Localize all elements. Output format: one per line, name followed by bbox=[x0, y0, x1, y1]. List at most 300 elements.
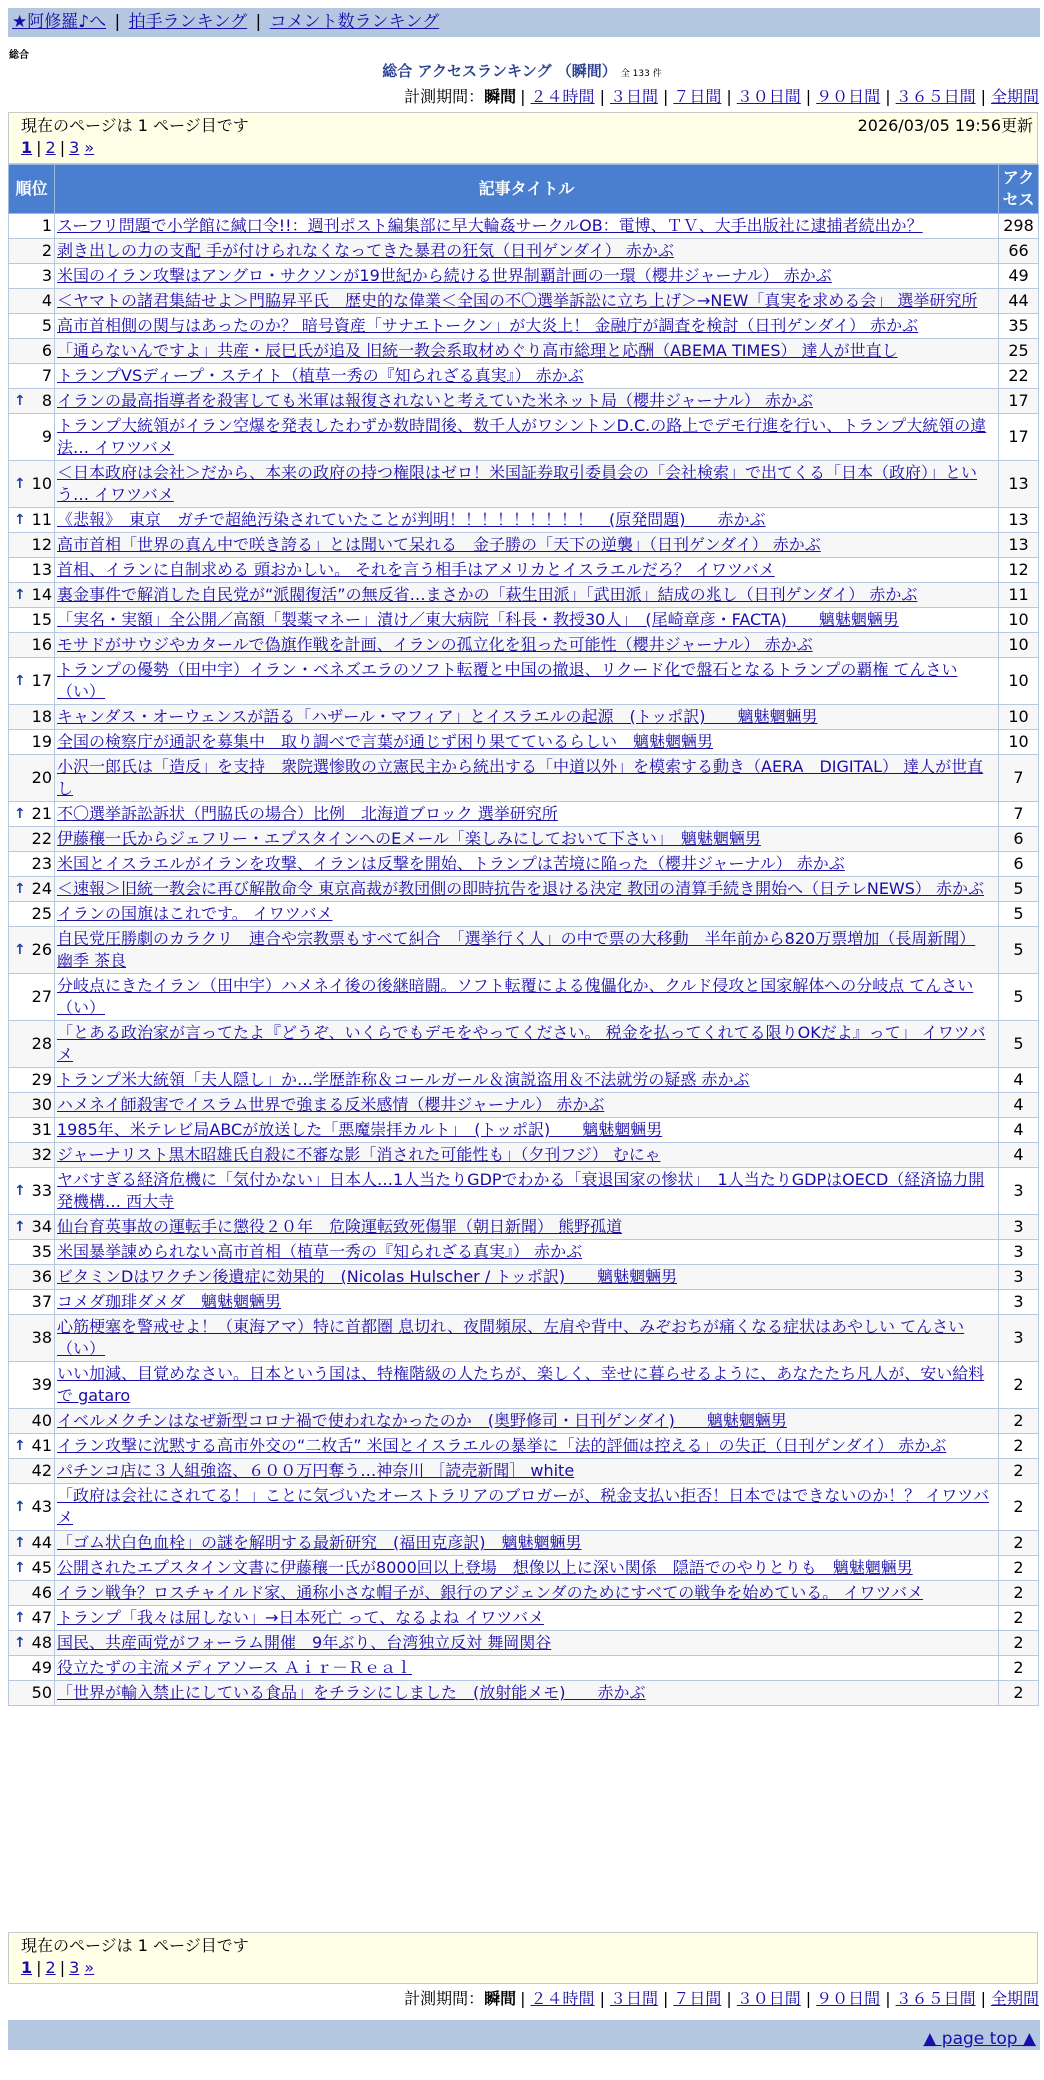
page-info-bottom bbox=[8, 1932, 1038, 1984]
table-row bbox=[9, 633, 1039, 658]
rank-number: 27 bbox=[31, 987, 52, 1006]
article-title-link[interactable]: 「通らないんですよ」共産・辰巳氏が追及 旧統一教会系取材めぐり高市総理と応酬（ABEMA TIMES） 達人が世直し bbox=[57, 341, 898, 360]
access-count: 10 bbox=[999, 658, 1039, 705]
rank-number: 31 bbox=[31, 1120, 52, 1139]
table-row bbox=[9, 1484, 1039, 1531]
article-title-link[interactable]: パチンコ店に３人組強盗、６００万円奪う…神奈川 ［読売新聞］ white bbox=[57, 1461, 575, 1480]
rank-cell bbox=[9, 1581, 55, 1606]
period-selector-bottom bbox=[10, 1988, 1040, 2010]
access-count: 2 bbox=[999, 1409, 1039, 1434]
rank-number: 26 bbox=[31, 940, 52, 959]
table-row bbox=[9, 461, 1039, 508]
rank-number: 18 bbox=[31, 707, 52, 726]
period-separator: | bbox=[805, 87, 812, 106]
title-cell bbox=[55, 1531, 999, 1556]
title-cell bbox=[55, 389, 999, 414]
period-link-1[interactable]: ３日間 bbox=[609, 1989, 658, 2008]
rank-cell bbox=[9, 1093, 55, 1118]
up-arrow-icon: ↑ bbox=[14, 806, 26, 822]
rank-cell bbox=[9, 1215, 55, 1240]
table-row bbox=[9, 364, 1039, 389]
period-separator: | bbox=[599, 1989, 605, 2008]
rank-number: 11 bbox=[31, 510, 52, 529]
rank-number: 42 bbox=[31, 1461, 52, 1480]
rank-number: 23 bbox=[31, 854, 52, 873]
article-title-link[interactable]: イラン攻撃に沈黙する高市外交の“二枚舌” 米国とイスラエルの暴挙に「法的評価は控える」の失正（日刊ゲンダイ） 赤かぶ bbox=[57, 1436, 947, 1455]
clap-ranking-link[interactable]: 拍手ランキング bbox=[128, 12, 248, 32]
article-title-link[interactable]: イラン戦争？ロスチャイルド家、通称小さな帽子が、銀行のアジェンダのためにすべての戦争を始めている。 イワツバメ bbox=[57, 1583, 924, 1602]
article-title-link[interactable]: トランプ「我々は屈しない」→日本死亡 って、なるよね イワツバメ bbox=[57, 1608, 544, 1627]
article-title-link[interactable]: 高市首相側の関与はあったのか？ 暗号資産「サナエトークン」が大炎上！ 金融庁が調査を検討（日刊ゲンダイ） 赤かぶ bbox=[57, 316, 919, 335]
access-count: 6 bbox=[999, 827, 1039, 852]
rank-cell bbox=[9, 364, 55, 389]
period-separator: | bbox=[805, 1989, 812, 2008]
rank-number: 30 bbox=[31, 1095, 52, 1114]
rank-number: 28 bbox=[31, 1034, 52, 1053]
table-row bbox=[9, 1409, 1039, 1434]
rank-number: 4 bbox=[41, 291, 52, 310]
title-cell bbox=[55, 264, 999, 289]
rank-cell bbox=[9, 461, 55, 508]
article-title-link[interactable]: キャンダス・オーウェンスが語る「ハザール・マフィア」とイスラエルの起源 (トッポ訳) 魑魅魍魎男 bbox=[57, 707, 818, 726]
comment-ranking-link[interactable]: コメント数ランキング bbox=[269, 12, 440, 32]
title-cell bbox=[55, 1484, 999, 1531]
ranking-table-body bbox=[9, 214, 1039, 1706]
title-cell bbox=[55, 1681, 999, 1706]
page-link-3[interactable]: 3 bbox=[69, 138, 80, 157]
rank-number: 44 bbox=[31, 1533, 52, 1552]
rank-cell bbox=[9, 730, 55, 755]
access-count: 10 bbox=[999, 633, 1039, 658]
article-title-link[interactable]: 「世界が輸入禁止にしている食品」をチラシにしました (放射能メモ) 赤かぶ bbox=[57, 1683, 646, 1702]
rank-number: 38 bbox=[31, 1328, 52, 1347]
access-count: 7 bbox=[999, 802, 1039, 827]
up-arrow-icon: ↑ bbox=[14, 587, 26, 603]
article-title-link[interactable]: 剥き出しの力の支配 手が付けられなくなってきた暴君の狂気（日刊ゲンダイ） 赤かぶ bbox=[57, 241, 674, 260]
rank-cell bbox=[9, 1143, 55, 1168]
title-cell bbox=[55, 877, 999, 902]
article-title-link[interactable]: 首相、イランに自制求める 頭おかしい。 それを言う相手はアメリカとイスラエルだろ？ イワツバメ bbox=[57, 560, 775, 579]
article-title-link[interactable]: 役立たずの主流メディアソース Ａｉｒ－Ｒｅａｌ bbox=[57, 1658, 413, 1677]
article-title-link[interactable]: イベルメクチンはなぜ新型コロナ禍で使われなかったのか (奥野修司・日刊ゲンダイ) 魑魅魍魎男 bbox=[57, 1411, 787, 1430]
access-count: 13 bbox=[999, 508, 1039, 533]
pagination-separator: | bbox=[59, 1958, 66, 1977]
table-row bbox=[9, 1021, 1039, 1068]
updated-timestamp: 2026/03/05 19:56更新 bbox=[857, 116, 1033, 135]
rank-cell bbox=[9, 1265, 55, 1290]
rank-cell bbox=[9, 608, 55, 633]
header-title: 記事タイトル bbox=[55, 165, 999, 214]
access-count: 6 bbox=[999, 852, 1039, 877]
up-arrow-icon: ↑ bbox=[14, 942, 26, 958]
period-link-0[interactable]: ２４時間 bbox=[530, 87, 595, 106]
article-title-link[interactable]: いい加減、目覚めなさい。日本という国は、特権階級の人たちが、楽しく、幸せに暮らせるように、あなたたち凡人が、安い給料で gataro bbox=[57, 1364, 985, 1405]
rank-number: 25 bbox=[31, 904, 52, 923]
rank-cell bbox=[9, 1168, 55, 1215]
article-title-link[interactable]: 「ゴム状白色血栓」の謎を解明する最新研究 (福田克彦訳) 魑魅魍魎男 bbox=[57, 1533, 582, 1552]
nav-separator: | bbox=[114, 12, 121, 32]
access-count: 2 bbox=[999, 1606, 1039, 1631]
page-link-3[interactable]: 3 bbox=[69, 1958, 80, 1977]
rank-number: 15 bbox=[31, 610, 52, 629]
rank-number: 10 bbox=[31, 474, 52, 493]
rank-cell bbox=[9, 1240, 55, 1265]
rank-number: 46 bbox=[31, 1583, 52, 1602]
access-count: 13 bbox=[999, 533, 1039, 558]
title-cell bbox=[55, 214, 999, 239]
access-count: 2 bbox=[999, 1434, 1039, 1459]
rank-cell bbox=[9, 633, 55, 658]
rank-cell bbox=[9, 264, 55, 289]
title-cell bbox=[55, 1581, 999, 1606]
article-title-link[interactable]: 小沢一郎氏は「造反」を支持 衆院選惨敗の立憲民主から統出する「中道以外」を模索する動き（AERA DIGITAL） 達人が世直し bbox=[57, 757, 984, 798]
access-count: 35 bbox=[999, 314, 1039, 339]
table-row bbox=[9, 1290, 1039, 1315]
title-cell bbox=[55, 289, 999, 314]
article-title-link[interactable]: ＜ヤマトの諸君集結せよ＞門脇昇平氏 歴史的な偉業＜全国の不〇選挙訴訟に立ち上げ＞→NEW「真実を求める会」 選挙研究所 bbox=[57, 291, 978, 310]
table-row bbox=[9, 414, 1039, 461]
pagination bbox=[21, 137, 1025, 159]
period-link-4[interactable]: ９０日間 bbox=[816, 1989, 881, 2008]
access-count: 2 bbox=[999, 1556, 1039, 1581]
up-arrow-icon: ↑ bbox=[14, 673, 26, 689]
period-link-2[interactable]: ７日間 bbox=[673, 1989, 722, 2008]
rank-number: 2 bbox=[41, 241, 52, 260]
period-link-3[interactable]: ３０日間 bbox=[736, 1989, 801, 2008]
article-title-link[interactable]: イランの国旗はこれです。 イワツバメ bbox=[57, 904, 333, 923]
rank-number: 45 bbox=[31, 1558, 52, 1577]
article-title-link[interactable]: ビタミンDはワクチン後遺症に効果的 (Nicolas Hulscher / トッポ訳) 魑魅魍魎男 bbox=[57, 1267, 678, 1286]
rank-number: 34 bbox=[31, 1217, 52, 1236]
table-row bbox=[9, 1362, 1039, 1409]
table-row bbox=[9, 1215, 1039, 1240]
title-cell bbox=[55, 755, 999, 802]
period-link-6[interactable]: 全期間 bbox=[990, 87, 1039, 106]
article-title-link[interactable]: ジャーナリスト黒木昭雄氏自殺に不審な影「消された可能性も」（夕刊フジ） むにゃ bbox=[57, 1145, 661, 1164]
rank-number: 14 bbox=[31, 585, 52, 604]
article-title-link[interactable]: トランプ米大統領「夫人隠し」か…学歴詐称＆コールガール＆演説盗用＆不法就労の疑惑 赤かぶ bbox=[57, 1070, 750, 1089]
article-title-link[interactable]: ハメネイ師殺害でイスラム世界で強まる反米感情（櫻井ジャーナル） 赤かぶ bbox=[57, 1095, 605, 1114]
title-cell bbox=[55, 974, 999, 1021]
rank-cell bbox=[9, 239, 55, 264]
rank-cell bbox=[9, 802, 55, 827]
rank-cell bbox=[9, 1409, 55, 1434]
rank-cell bbox=[9, 852, 55, 877]
access-count: 10 bbox=[999, 608, 1039, 633]
next-page-link[interactable]: » bbox=[84, 1958, 95, 1977]
period-link-2[interactable]: ７日間 bbox=[673, 87, 722, 106]
title-cell bbox=[55, 730, 999, 755]
pagination-separator: | bbox=[36, 138, 42, 157]
rank-cell bbox=[9, 1606, 55, 1631]
title-cell bbox=[55, 508, 999, 533]
article-title-link[interactable]: イランの最高指導者を殺害しても米軍は報復されないと考えていた米ネット局（櫻井ジャーナル） 赤かぶ bbox=[57, 391, 813, 410]
rank-number: 21 bbox=[31, 804, 52, 823]
rank-cell bbox=[9, 755, 55, 802]
access-count: 44 bbox=[999, 289, 1039, 314]
rank-number: 9 bbox=[41, 427, 52, 446]
access-count: 2 bbox=[999, 1459, 1039, 1484]
access-count: 22 bbox=[999, 364, 1039, 389]
title-cell bbox=[55, 1093, 999, 1118]
access-count: 5 bbox=[999, 1021, 1039, 1068]
title-cell bbox=[55, 608, 999, 633]
article-title-link[interactable]: 全国の検察庁が通訳を募集中 取り調べで言葉が通じず困り果てているらしい 魑魅魍魎男 bbox=[57, 732, 714, 751]
period-link-6[interactable]: 全期間 bbox=[990, 1989, 1039, 2008]
title-cell bbox=[55, 1021, 999, 1068]
up-arrow-icon: ↑ bbox=[14, 1535, 26, 1551]
up-arrow-icon: ↑ bbox=[14, 1635, 26, 1651]
table-row bbox=[9, 1093, 1039, 1118]
article-title-link[interactable]: 公開されたエプスタイン文書に伊藤穰一氏が8000回以上登場 想像以上に深い関係 隠語でのやりとりも 魑魅魍魎男 bbox=[57, 1558, 913, 1577]
up-arrow-icon: ↑ bbox=[14, 1438, 26, 1454]
up-arrow-icon: ↑ bbox=[14, 512, 26, 528]
title-cell bbox=[55, 1434, 999, 1459]
title-cell bbox=[55, 558, 999, 583]
rank-cell bbox=[9, 558, 55, 583]
rank-number: 35 bbox=[31, 1242, 52, 1261]
table-row bbox=[9, 802, 1039, 827]
period-link-4[interactable]: ９０日間 bbox=[816, 87, 881, 106]
access-count: 2 bbox=[999, 1681, 1039, 1706]
rank-cell bbox=[9, 1021, 55, 1068]
access-count: 13 bbox=[999, 461, 1039, 508]
period-separator: | bbox=[726, 87, 732, 106]
table-row bbox=[9, 974, 1039, 1021]
rank-cell bbox=[9, 974, 55, 1021]
access-count: 2 bbox=[999, 1656, 1039, 1681]
table-row bbox=[9, 658, 1039, 705]
access-count: 4 bbox=[999, 1093, 1039, 1118]
rank-number: 8 bbox=[41, 391, 52, 410]
title-cell bbox=[55, 1265, 999, 1290]
table-row bbox=[9, 1556, 1039, 1581]
period-separator: | bbox=[885, 1989, 891, 2008]
title-cell bbox=[55, 658, 999, 705]
article-title-link[interactable]: トランプVSディープ・ステイト（植草一秀の『知られざる真実』） 赤かぶ bbox=[57, 366, 584, 385]
rank-cell bbox=[9, 658, 55, 705]
period-separator: | bbox=[662, 87, 669, 106]
rank-cell bbox=[9, 1631, 55, 1656]
access-count: 5 bbox=[999, 902, 1039, 927]
access-count: 4 bbox=[999, 1143, 1039, 1168]
next-page-link[interactable]: » bbox=[84, 138, 95, 157]
header-access: アクセス bbox=[999, 165, 1039, 214]
article-title-link[interactable]: トランプの優勢（田中宇）イラン・ベネズエラのソフト転覆と中国の撤退、リクード化で盤石となるトランプの覇権 てんさい（い） bbox=[57, 660, 958, 701]
period-selector-top bbox=[10, 86, 1040, 108]
rank-cell bbox=[9, 1434, 55, 1459]
period-label: 計測期間： bbox=[404, 87, 485, 106]
article-title-link[interactable]: トランプ大統領がイラン空爆を発表したわずか数時間後、数千人がワシントンD.C.の路上でデモ行進を行い、トランプ大統領の違法… イワツバメ bbox=[57, 416, 987, 457]
title-cell bbox=[55, 1409, 999, 1434]
table-row bbox=[9, 1434, 1039, 1459]
pagination-separator: | bbox=[59, 138, 66, 157]
period-link-5[interactable]: ３６５日間 bbox=[895, 87, 976, 106]
rank-number: 3 bbox=[41, 266, 52, 285]
title-cell bbox=[55, 1459, 999, 1484]
up-arrow-icon: ↑ bbox=[14, 393, 26, 409]
table-row bbox=[9, 1068, 1039, 1093]
period-separator: | bbox=[520, 87, 526, 106]
article-title-link[interactable]: 「政府は会社にされてる！」ことに気づいたオーストラリアのブロガーが、税金支払い拒否！日本ではできないのか！？ イワツバメ bbox=[57, 1486, 989, 1527]
title-cell bbox=[55, 1215, 999, 1240]
title-cell bbox=[55, 852, 999, 877]
article-title-link[interactable]: ＜速報＞旧統一教会に再び解散命令 東京高裁が教団側の即時抗告を退ける決定 教団の清算手続き開始へ（日テレNEWS） 赤かぶ bbox=[57, 879, 984, 898]
access-count: 4 bbox=[999, 1068, 1039, 1093]
period-link-5[interactable]: ３６５日間 bbox=[895, 1989, 976, 2008]
page-info-top bbox=[8, 112, 1038, 164]
rank-cell bbox=[9, 1656, 55, 1681]
period-separator: | bbox=[662, 1989, 669, 2008]
period-link-0[interactable]: ２４時間 bbox=[530, 1989, 595, 2008]
rank-number: 41 bbox=[31, 1436, 52, 1455]
rank-cell bbox=[9, 1290, 55, 1315]
article-title-link[interactable]: 「とある政治家が言ってたよ『どうぞ、いくらでもデモをやってください。 税金を払ってくれてる限りOKだよ』って」 イワツバメ bbox=[57, 1023, 986, 1064]
access-count: 2 bbox=[999, 1531, 1039, 1556]
article-title-link[interactable]: 高市首相「世界の真ん中で咲き誇る」とは聞いて呆れる 金子勝の「天下の逆襲」（日刊ゲンダイ） 赤かぶ bbox=[57, 535, 821, 554]
table-row bbox=[9, 314, 1039, 339]
rank-cell bbox=[9, 1484, 55, 1531]
access-count: 3 bbox=[999, 1168, 1039, 1215]
article-title-link[interactable]: 仙台育英事故の運転手に懲役２０年 危険運転致死傷罪（朝日新聞） 熊野孤道 bbox=[57, 1217, 623, 1236]
up-arrow-icon: ↑ bbox=[14, 476, 26, 492]
table-row bbox=[9, 755, 1039, 802]
article-title-link[interactable]: 米国とイスラエルがイランを攻撃、イランは反撃を開始、トランプは苦境に陥った（櫻井ジャーナル） 赤かぶ bbox=[57, 854, 845, 873]
title-cell bbox=[55, 461, 999, 508]
up-arrow-icon: ↑ bbox=[14, 1610, 26, 1626]
page-link-1[interactable]: 1 bbox=[21, 1958, 33, 1977]
rank-cell bbox=[9, 1681, 55, 1706]
period-link-1[interactable]: ３日間 bbox=[609, 87, 658, 106]
footer-bar bbox=[8, 2020, 1040, 2050]
ranking-table bbox=[8, 164, 1039, 1706]
article-title-link[interactable]: コメダ珈琲ダメダ 魑魅魍魎男 bbox=[57, 1292, 282, 1311]
table-row bbox=[9, 1315, 1039, 1362]
access-count: 17 bbox=[999, 389, 1039, 414]
article-title-link[interactable]: 裏金事件で解消した自民党が“派閥復活”の無反省…まさかの「萩生田派」「武田派」結成の兆し（日刊ゲンダイ） 赤かぶ bbox=[57, 585, 918, 604]
article-title-link[interactable]: スーフリ問題で小学館に緘口令!!：週刊ポスト編集部に早大輪姦サークルOB：電博、ＴＶ、大手出版社に逮捕者続出か？ bbox=[57, 216, 923, 235]
rank-cell bbox=[9, 314, 55, 339]
rank-cell bbox=[9, 583, 55, 608]
table-row bbox=[9, 1143, 1039, 1168]
article-title-link[interactable]: 心筋梗塞を警戒せよ！（東海アマ）特に首都圏 息切れ、夜間頻尿、左肩や背中、みぞおちが痛くなる症状はあやしい てんさい（い） bbox=[57, 1317, 965, 1358]
title-cell bbox=[55, 583, 999, 608]
title-cell bbox=[55, 339, 999, 364]
access-count: 298 bbox=[999, 214, 1039, 239]
rank-number: 29 bbox=[31, 1070, 52, 1089]
article-title-link[interactable]: 「実名・実額」全公開／高額「製薬マネー」漬け／東大病院「科長・教授30人」 (尾崎章彦・FACTA) 魑魅魍魎男 bbox=[57, 610, 899, 629]
access-count: 5 bbox=[999, 927, 1039, 974]
article-title-link[interactable]: 自民党圧勝劇のカラクリ 連合や宗教票もすべて糾合 「選挙行く人」の中で票の大移動 半年前から820万票増加（長周新聞） 幽季 茶良 bbox=[57, 929, 976, 970]
rank-number: 1 bbox=[41, 216, 52, 235]
title-cell bbox=[55, 1068, 999, 1093]
title-cell bbox=[55, 1143, 999, 1168]
article-title-link[interactable]: 米国のイラン攻撃はアングロ・サクソンが19世紀から続ける世界制覇計画の一環（櫻井ジャーナル） 赤かぶ bbox=[57, 266, 832, 285]
article-title-link[interactable]: 《悲報》 東京 ガチで超絶汚染されていたことが判明！！！！！！！！！ (原発問題) 赤かぶ bbox=[57, 510, 766, 529]
pagination bbox=[21, 1957, 1025, 1979]
rank-number: 5 bbox=[41, 316, 52, 335]
article-title-link[interactable]: 1985年、米テレビ局ABCが放送した「悪魔崇拝カルト」 (トッポ訳) 魑魅魍魎男 bbox=[57, 1120, 663, 1139]
access-count: 4 bbox=[999, 1118, 1039, 1143]
rank-cell bbox=[9, 414, 55, 461]
pagination-separator: | bbox=[36, 1958, 42, 1977]
current-page-text: 現在のページは 1 ページ目です bbox=[21, 1936, 249, 1955]
period-current: 瞬間 bbox=[484, 1989, 517, 2008]
access-count: 12 bbox=[999, 558, 1039, 583]
period-link-3[interactable]: ３０日間 bbox=[736, 87, 801, 106]
access-count: 25 bbox=[999, 339, 1039, 364]
rank-number: 24 bbox=[31, 879, 52, 898]
table-row bbox=[9, 508, 1039, 533]
rank-number: 33 bbox=[31, 1181, 52, 1200]
article-title-link[interactable]: モサドがサウジやカタールで偽旗作戦を計画、イランの孤立化を狙った可能性（櫻井ジャーナル） 赤かぶ bbox=[57, 635, 813, 654]
rank-number: 20 bbox=[31, 768, 52, 787]
home-link[interactable]: ★阿修羅♪へ bbox=[12, 12, 107, 32]
article-title-link[interactable]: 分岐点にきたイラン（田中宇）ハメネイ後の後継暗闘。ソフト転覆による傀儡化か、クルド侵攻と国家解体への分岐点 てんさい（い） bbox=[57, 976, 974, 1017]
table-row bbox=[9, 827, 1039, 852]
access-count: 7 bbox=[999, 755, 1039, 802]
table-row bbox=[9, 558, 1039, 583]
table-row bbox=[9, 1459, 1039, 1484]
page-top-link[interactable]: ▲ page top ▲ bbox=[923, 2029, 1036, 2049]
rank-cell bbox=[9, 1118, 55, 1143]
period-label: 計測期間： bbox=[404, 1989, 485, 2008]
top-nav-bar bbox=[8, 8, 1040, 37]
title-cell bbox=[55, 827, 999, 852]
access-count: 3 bbox=[999, 1290, 1039, 1315]
rank-number: 37 bbox=[31, 1292, 52, 1311]
table-row bbox=[9, 852, 1039, 877]
access-count: 66 bbox=[999, 239, 1039, 264]
article-title-link[interactable]: ＜日本政府は会社＞だから、本来の政府の持つ権限はゼロ！米国証券取引委員会の「会社検索」で出てくる「日本（政府）」という… イワツバメ bbox=[57, 463, 978, 504]
rank-number: 13 bbox=[31, 560, 52, 579]
access-count: 3 bbox=[999, 1240, 1039, 1265]
access-count: 2 bbox=[999, 1631, 1039, 1656]
title-cell bbox=[55, 1290, 999, 1315]
article-title-link[interactable]: 伊藤穰一氏からジェフリー・エプスタインへのEメール「楽しみにしておいて下さい」 魑魅魍魎男 bbox=[57, 829, 761, 848]
article-title-link[interactable]: 米国暴挙諌められない高市首相（植草一秀の『知られざる真実』） 赤かぶ bbox=[57, 1242, 583, 1261]
rank-number: 17 bbox=[31, 671, 52, 690]
rank-cell bbox=[9, 705, 55, 730]
title-cell bbox=[55, 1656, 999, 1681]
access-count: 3 bbox=[999, 1265, 1039, 1290]
table-row bbox=[9, 1118, 1039, 1143]
rank-cell bbox=[9, 339, 55, 364]
table-row bbox=[9, 239, 1039, 264]
article-title-link[interactable]: 不〇選挙訴訟訴状（門脇氏の場合）比例 北海道ブロック 選挙研究所 bbox=[57, 804, 558, 823]
period-separator: | bbox=[885, 87, 891, 106]
rank-cell bbox=[9, 1362, 55, 1409]
table-row bbox=[9, 214, 1039, 239]
access-count: 11 bbox=[999, 583, 1039, 608]
table-row bbox=[9, 730, 1039, 755]
table-row bbox=[9, 608, 1039, 633]
page-link-2[interactable]: 2 bbox=[45, 1958, 56, 1977]
title-cell bbox=[55, 414, 999, 461]
table-row bbox=[9, 289, 1039, 314]
period-separator: | bbox=[520, 1989, 526, 2008]
access-count: 2 bbox=[999, 1581, 1039, 1606]
access-count: 5 bbox=[999, 974, 1039, 1021]
rank-cell bbox=[9, 289, 55, 314]
rank-cell bbox=[9, 533, 55, 558]
page-link-2[interactable]: 2 bbox=[45, 138, 56, 157]
page-link-1[interactable]: 1 bbox=[21, 138, 33, 157]
article-title-link[interactable]: ヤバすぎる経済危機に「気付かない」日本人…1人当たりGDPでわかる「衰退国家の惨状」 1人当たりGDPはOECD（経済協力開発機構… 西大寺 bbox=[57, 1170, 985, 1211]
rank-number: 6 bbox=[41, 341, 52, 360]
table-row bbox=[9, 1656, 1039, 1681]
article-title-link[interactable]: 国民、共産両党がフォーラム開催 9年ぶり、台湾独立反対 舞岡関谷 bbox=[57, 1633, 552, 1652]
